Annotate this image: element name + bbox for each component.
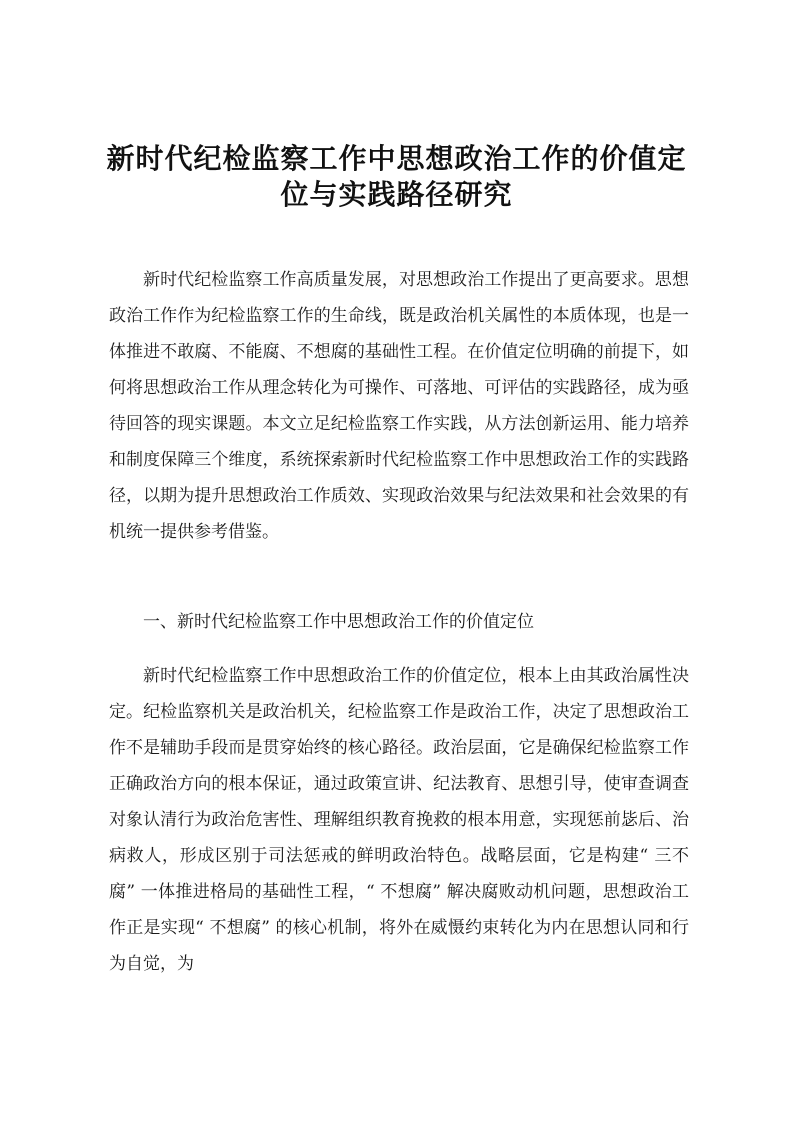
body-paragraph: 新时代纪检监察工作中思想政治工作的价值定位，根本上由其政治属性决定。纪检监察机关是政治机关，纪检监察工作是政治工作，决定了思想政治工作不是辅助手段而是贯穿始终的核心路径。政治层面，它是确保纪检监察工作正确政治方向的根本保证，通过政策宣讲、纪法教育、思想引导，使审查调查对象认清行为政治危害性、理解组织教育挽救的根本用意，实现惩前毖后、治病救人，形成区别于司法惩戒的鲜明政治特色。战略层面，它是构建“ 三不腐” 一体推进格局的基础性工程，“ 不想腐” 解决腐败动机问题，思想政治工作正是实现“ 不想腐” 的核心机制，将外在威慑约束转化为内在思想认同和行为自觉，为 <box>109 666 689 974</box>
intro-paragraph: 新时代纪检监察工作高质量发展，对思想政治工作提出了更高要求。思想政治工作作为纪检监察工作的生命线，既是政治机关属性的本质体现，也是一体推进不敢腐、不能腐、不想腐的基础性工程。在价值定位明确的前提下，如何将思想政治工作从理念转化为可操作、可落地、可评估的实践路径，成为亟待回答的现实课题。本文立足纪检监察工作实践，从方法创新运用、能力培养和制度保障三个维度，系统探索新时代纪检监察工作中思想政治工作的实践路径，以期为提升思想政治工作质效、实现政治效果与纪法效果和社会效果的有机统一提供参考借鉴。 <box>109 270 689 542</box>
title-line-2: 位与实践路径研究 <box>280 178 513 211</box>
title-line-1: 新时代纪检监察工作中思想政治工作的价值定 <box>106 142 687 175</box>
section-heading: 一、新时代纪检监察工作中思想政治工作的价值定位 <box>143 612 534 632</box>
document-title <box>60 141 733 213</box>
